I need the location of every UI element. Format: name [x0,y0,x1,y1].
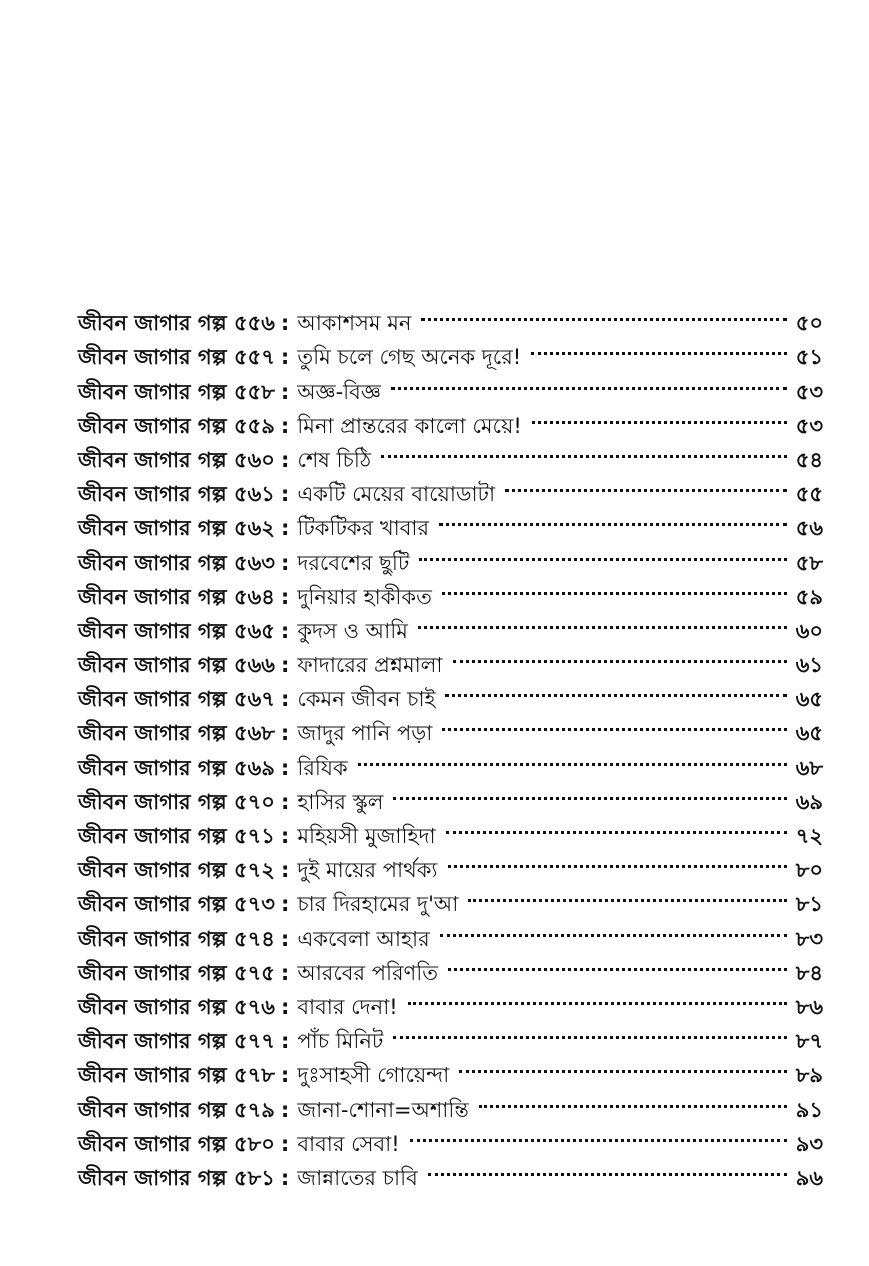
toc-entry-number: জীবন জাগার গল্প ৫৫৮ [78,379,275,404]
toc-separator: : [280,311,290,336]
toc-separator: : [280,994,290,1019]
dot-leader [468,877,787,911]
toc-separator: : [280,1131,290,1156]
toc-entry-number: জীবন জাগার গল্প ৫৭০ [78,789,275,814]
toc-entry-number: জীবন জাগার গল্প ৫৬৭ [78,687,275,712]
toc-entry-number: জীবন জাগার গল্প ৫৭৬ [78,994,275,1019]
toc-entry-page: ৯৬ [795,1165,823,1190]
toc-separator: : [280,516,290,541]
toc-separator: : [280,653,290,678]
dot-leader [393,1014,787,1048]
toc-entry-page: ৮৯ [795,1063,823,1088]
dot-leader [358,740,787,774]
toc-entry-number: জীবন জাগার গল্প ৫৭৫ [78,960,275,985]
toc-separator: : [280,721,290,746]
toc-entry-title: দুই মায়ের পার্থক্য [297,858,438,883]
toc-entry-title: আরবের পরিণতি [297,960,438,985]
toc-separator: : [280,618,290,643]
dot-leader [531,330,787,364]
toc-entry-number: জীবন জাগার গল্প ৫৬৯ [78,755,275,780]
toc-entry-page: ৫৮ [795,550,823,575]
toc-entry-title: জানা-শোনা=অশান্তি [297,1097,469,1122]
toc-separator: : [280,1097,290,1122]
toc-separator: : [280,1165,290,1190]
toc-separator: : [280,447,290,472]
toc-entry-number: জীবন জাগার গল্প ৫৭৯ [78,1097,275,1122]
toc-entry-page: ৮৬ [795,994,823,1019]
toc-separator: : [280,550,290,575]
toc-separator: : [280,892,290,917]
table-of-contents [78,296,823,1190]
toc-entry-title: তুমি চলে গেছ অনেক দূরে! [297,345,522,370]
toc-entry-number: জীবন জাগার গল্প ৫৮১ [78,1165,275,1190]
toc-entry-number: জীবন জাগার গল্প ৫৬৬ [78,653,275,678]
toc-separator: : [280,1063,290,1088]
toc-separator: : [280,789,290,814]
toc-entry-page: ৫৩ [795,379,823,404]
toc-separator: : [280,755,290,780]
dot-leader [459,1048,787,1082]
dot-leader [391,364,787,398]
toc-entry-page: ৮৭ [795,1029,823,1054]
toc-entry-page: ৬৫ [795,721,823,746]
dot-leader [532,399,787,433]
toc-entry-number: জীবন জাগার গল্প ৫৭৭ [78,1029,275,1054]
dot-leader [448,843,788,877]
toc-entry-number: জীবন জাগার গল্প ৫৫৯ [78,413,275,438]
toc-separator: : [280,824,290,848]
dot-leader [428,1151,787,1185]
toc-entry-title: বাবার সেবা! [297,1131,400,1156]
toc-entry-number: জীবন জাগার গল্প ৫৬০ [78,447,275,472]
toc-entry-number: জীবন জাগার গল্প ৫৫৭ [78,345,275,370]
toc-entry-number: জীবন জাগার গল্প ৫৭৪ [78,926,275,951]
toc-entry-title: কেমন জীবন চাই [297,687,436,712]
toc-entry-page: ৭২ [795,824,823,848]
toc-separator: : [280,1029,290,1054]
dot-leader [446,809,787,843]
dot-leader [439,501,787,535]
toc-entry-number: জীবন জাগার গল্প ৫৬২ [78,516,275,541]
dot-leader [393,775,787,809]
toc-entry-title: জান্নাতের চাবি [297,1165,418,1190]
toc-separator: : [280,687,290,712]
toc-entry-page: ৬৫ [795,687,823,712]
toc-entry-number: জীবন জাগার গল্প ৫৭১ [78,824,275,848]
toc-entry-number: জীবন জাগার গল্প ৫৭৮ [78,1063,275,1088]
toc-entry-number: জীবন জাগার গল্প ৫৬৮ [78,721,275,746]
toc-entry-page: ৫৪ [795,447,823,472]
toc-separator: : [280,858,290,883]
toc-entry-title: অজ্ঞ-বিজ্ঞ [297,379,381,404]
toc-entry-title: আকাশসম মন [297,311,412,336]
toc-entry-title: কুদস ও আমি [297,618,408,643]
toc-entry-page: ৬০ [795,618,823,643]
dot-leader [505,467,787,501]
toc-separator: : [280,413,290,438]
toc-entry-page: ৬৮ [795,755,823,780]
toc-separator: : [280,345,290,370]
toc-entry-page: ৮০ [795,858,823,883]
toc-entry-page: ৫০ [795,311,823,336]
toc-entry-page: ৫১ [795,345,823,370]
toc-entry-title: পাঁচ মিনিট [297,1029,384,1054]
dot-leader [419,535,787,569]
dot-leader [445,672,787,706]
toc-entry-title: ফাদারের প্রশ্নমালা [297,653,443,678]
toc-separator: : [280,379,290,404]
toc-entry-page: ৫৩ [795,413,823,438]
toc-entry-page: ৮৩ [795,926,823,951]
toc-entry-title: চার দিরহামের দু'আ [297,892,459,917]
dot-leader [421,296,787,330]
toc-entry-number: জীবন জাগার গল্প ৫৭২ [78,858,275,883]
toc-entry-number: জীবন জাগার গল্প ৫৫৬ [78,311,275,336]
toc-entry-page: ৬১ [795,653,823,678]
toc-separator: : [280,960,290,985]
toc-entry-title: দরবেশের ছুটি [297,550,410,575]
dot-leader [442,570,787,604]
dot-leader [408,980,787,1014]
dot-leader [453,638,788,672]
toc-entry-number: জীবন জাগার গল্প ৫৮০ [78,1131,275,1156]
toc-entry-number: জীবন জাগার গল্প ৫৬৩ [78,550,275,575]
toc-entry-page: ৮১ [795,892,823,917]
toc-entry-title: জাদুর পানি পড়া [297,721,433,746]
toc-separator: : [280,482,290,507]
toc-entry-page: ৮৪ [795,960,823,985]
toc-entry-page: ৯১ [795,1097,823,1122]
toc-entry-number: জীবন জাগার গল্প ৫৬৪ [78,584,275,609]
toc-entry-title: একবেলা আহার [297,926,430,951]
dot-leader [440,911,787,945]
toc-entry-title: হাসির স্কুল [297,789,384,814]
toc-entry-number: জীবন জাগার গল্প ৫৭৩ [78,892,275,917]
toc-entry-title: মহিয়সী মুজাহিদা [297,824,436,848]
toc-entry-page: ৫৬ [795,516,823,541]
toc-entry [78,296,823,336]
dot-leader [418,604,787,638]
toc-entry-title: বাবার দেনা! [297,994,398,1019]
dot-leader [479,1082,787,1116]
toc-entry-title: দুঃসাহসী গোয়েন্দা [297,1063,450,1088]
toc-entry-title: শেষ চিঠি [297,447,372,472]
toc-entry-title: রিযিক [297,755,348,780]
dot-leader [448,946,787,980]
toc-entry-number: জীবন জাগার গল্প ৫৬১ [78,482,275,507]
toc-entry-page: ৫৫ [795,482,823,507]
toc-entry-title: দুনিয়ার হাকীকত [297,584,432,609]
toc-entry-page: ৬৯ [795,789,823,814]
toc-entry-number: জীবন জাগার গল্প ৫৬৫ [78,618,275,643]
toc-entry-page: ৫৯ [795,584,823,609]
toc-entry-title: মিনা প্রান্তরের কালো মেয়ে! [297,413,522,438]
dot-leader [442,706,787,740]
toc-separator: : [280,926,290,951]
dot-leader [410,1117,787,1151]
toc-entry-title: একটি মেয়ের বায়োডাটা [297,482,496,507]
toc-separator: : [280,584,290,609]
toc-entry-title: টিকটিকর খাবার [297,516,430,541]
toc-entry-page: ৯৩ [795,1131,823,1156]
dot-leader [381,433,787,467]
